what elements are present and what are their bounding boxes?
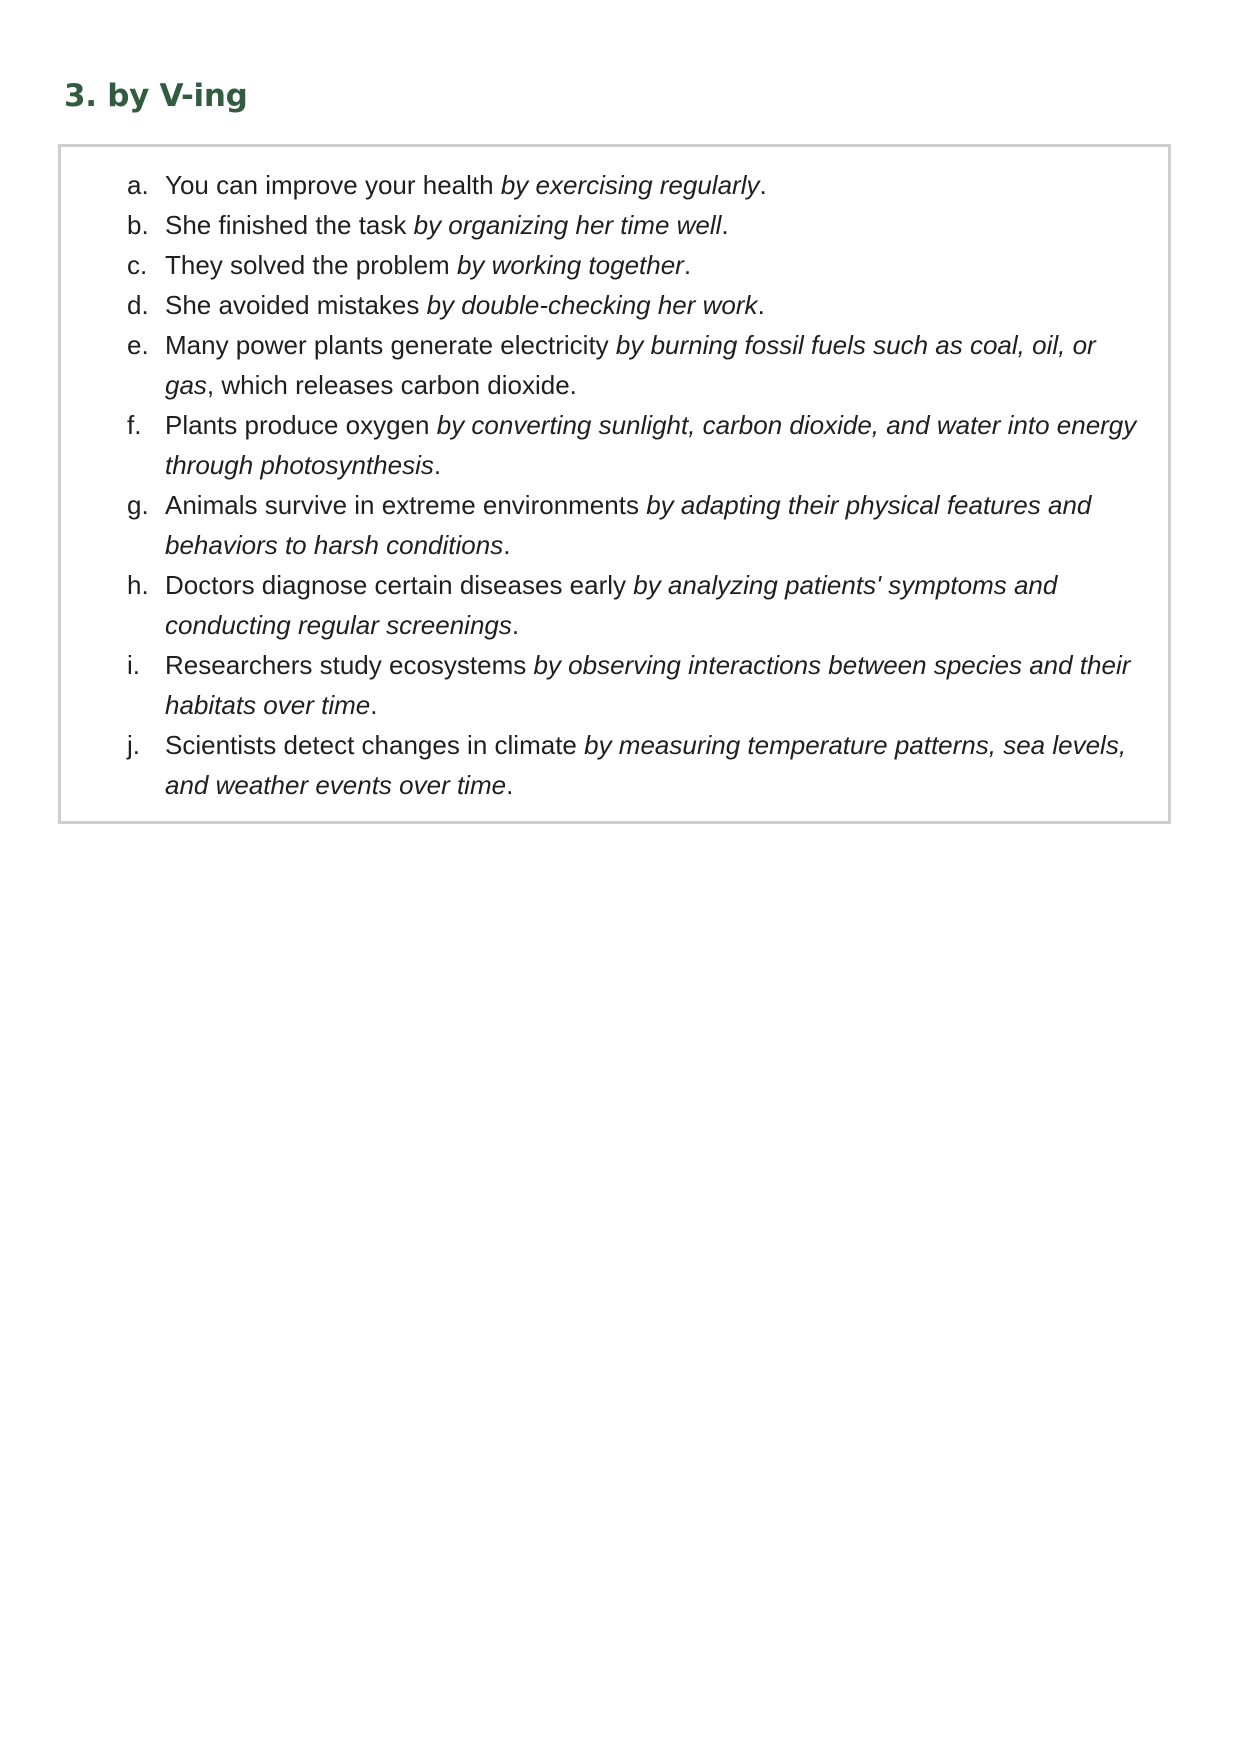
example-lead: You can improve your health xyxy=(165,170,501,200)
item-marker: h. xyxy=(127,570,149,600)
example-lead: They solved the problem xyxy=(165,250,457,280)
example-list xyxy=(61,165,1168,805)
example-phrase: by converting sunlight, carbon dioxide, and water into energy through photosynthesis xyxy=(165,410,1137,480)
example-phrase: by working together xyxy=(456,250,684,280)
example-item xyxy=(61,565,1168,645)
item-marker: a. xyxy=(127,170,149,200)
example-phrase: by measuring temperature patterns, sea levels, and weather events over time xyxy=(165,730,1127,800)
example-item xyxy=(61,405,1168,485)
example-item xyxy=(61,325,1168,405)
example-lead: Scientists detect changes in climate xyxy=(165,730,585,760)
item-marker: j. xyxy=(127,730,140,760)
item-marker: b. xyxy=(127,210,149,240)
item-marker: e. xyxy=(127,330,149,360)
example-tail: . xyxy=(370,690,378,720)
item-marker: d. xyxy=(127,290,149,320)
example-phrase: by burning fossil fuels such as coal, oil, or gas xyxy=(165,330,1096,400)
example-tail: , which releases carbon dioxide. xyxy=(206,370,577,400)
example-tail: . xyxy=(683,250,692,280)
example-lead: She finished the task xyxy=(165,210,414,240)
section-heading: 3. by V-ing xyxy=(64,78,248,114)
item-marker: g. xyxy=(127,490,149,520)
example-phrase: by observing interactions between species and their habitats over time xyxy=(165,650,1131,720)
example-lead: Animals survive in extreme environments xyxy=(165,490,647,520)
example-phrase: by analyzing patients' symptoms and conducting regular screenings xyxy=(165,570,1058,640)
example-tail: . xyxy=(433,450,442,480)
example-lead: Plants produce oxygen xyxy=(165,410,437,440)
example-tail: . xyxy=(759,170,767,200)
example-lead: She avoided mistakes xyxy=(165,290,427,320)
example-tail: . xyxy=(757,290,765,320)
example-tail: . xyxy=(721,210,729,240)
example-lead: Doctors diagnose certain diseases early xyxy=(165,570,634,600)
example-lead: Researchers study ecosystems xyxy=(165,650,534,680)
item-marker: i. xyxy=(127,650,140,680)
example-item xyxy=(61,205,1168,245)
example-item xyxy=(61,165,1168,205)
example-lead: Many power plants generate electricity xyxy=(165,330,616,360)
example-phrase: by exercising regularly xyxy=(500,170,760,200)
example-item xyxy=(61,245,1168,285)
item-marker: c. xyxy=(127,250,148,280)
example-phrase: by double-checking her work xyxy=(426,290,758,320)
example-tail: . xyxy=(503,530,511,560)
example-item xyxy=(61,645,1168,725)
example-item xyxy=(61,285,1168,325)
example-tail: . xyxy=(506,770,514,800)
item-marker: f. xyxy=(127,410,142,440)
example-item xyxy=(61,485,1168,565)
example-phrase: by adapting their physical features and behaviors to harsh conditions xyxy=(165,490,1092,560)
examples-box xyxy=(58,144,1171,824)
example-tail: . xyxy=(511,610,520,640)
example-phrase: by organizing her time well xyxy=(413,210,722,240)
example-item xyxy=(61,725,1168,805)
